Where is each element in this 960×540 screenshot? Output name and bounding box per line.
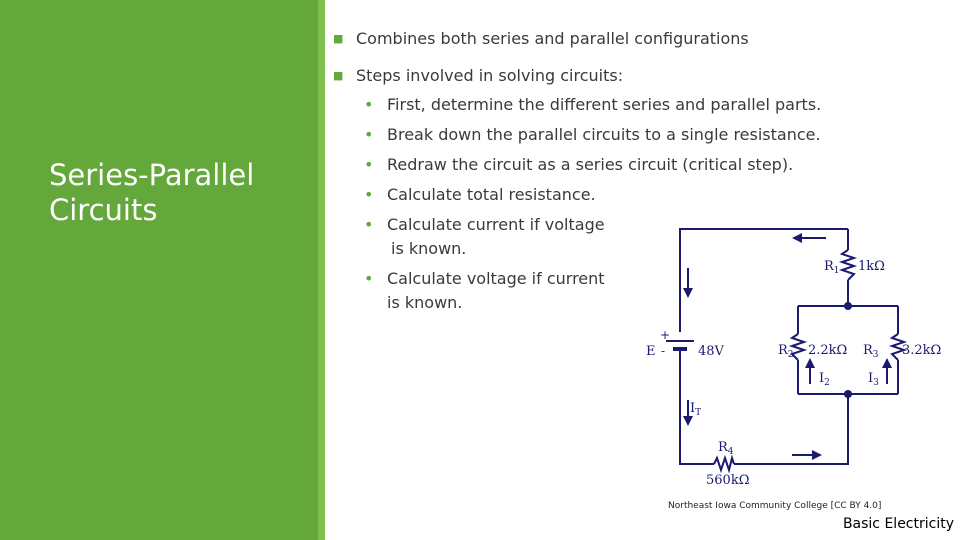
source-value: 48V [698,344,724,359]
dot-bullet-icon: • [364,95,374,114]
junction-dot [844,390,852,398]
sub-bullet-text: Calculate voltage if current [387,269,605,288]
arrow-up-icon [805,358,815,384]
bullet-text: Combines both series and parallel configurations [356,29,749,48]
i2-label: $I_2$ [819,371,830,388]
panel-divider [318,0,325,540]
sub-bullet-text: Calculate current if voltage [387,215,605,234]
sub-bullet-continuation: is known. [387,293,463,312]
r4-value: 560kΩ [706,473,750,488]
arrow-left-icon [792,233,826,243]
dot-bullet-icon: • [364,185,374,204]
r1-label: $R_1$ [824,259,840,276]
footer-text: Basic Electricity [842,516,954,532]
dot-bullet-icon: • [364,125,374,144]
dot-bullet-icon: • [364,215,374,234]
plus-sign: + [660,328,671,342]
r1-value: 1kΩ [858,259,885,274]
dot-bullet-icon: • [364,269,374,288]
sub-bullet-text: Redraw the circuit as a series circuit (critical step). [387,155,794,174]
sub-bullet-text: First, determine the different series and parallel parts. [387,95,822,114]
junction-dot [844,302,852,310]
i3-label: $I_3$ [868,371,879,388]
image-credit: Northeast Iowa Community College [CC BY 4.0] [668,501,882,511]
sub-bullet-text: Break down the parallel circuits to a single resistance. [387,125,821,144]
resistor-r4 [714,458,734,470]
square-bullet-icon: ■ [333,69,344,82]
source-label: E [646,344,656,359]
title-panel [0,0,318,540]
it-label: $I_T$ [690,401,702,418]
arrow-up-icon [882,358,892,384]
minus-sign: - [661,344,666,358]
r2-label: $R_2$ [778,343,794,360]
slide-title-line-2: Circuits [49,193,158,227]
r4-label: $R_4$ [718,440,734,457]
sub-bullet-text: Calculate total resistance. [387,185,596,204]
bullet-text: Steps involved in solving circuits: [356,66,624,85]
slide-title [49,158,309,228]
slide-title-line-1: Series-Parallel [49,158,255,192]
r2-value: 2.2kΩ [808,343,848,358]
dot-bullet-icon: • [364,155,374,174]
resistor-r2 [792,334,804,360]
arrow-right-icon [792,450,822,460]
square-bullet-icon: ■ [333,32,344,45]
arrow-down-icon [683,268,693,298]
r3-label: $R_3$ [863,343,879,360]
circuit-diagram [640,222,952,492]
battery-symbol [666,341,694,349]
r3-value: 3.2kΩ [902,343,942,358]
sub-bullet-continuation: is known. [391,239,467,258]
resistor-r1 [842,250,854,280]
